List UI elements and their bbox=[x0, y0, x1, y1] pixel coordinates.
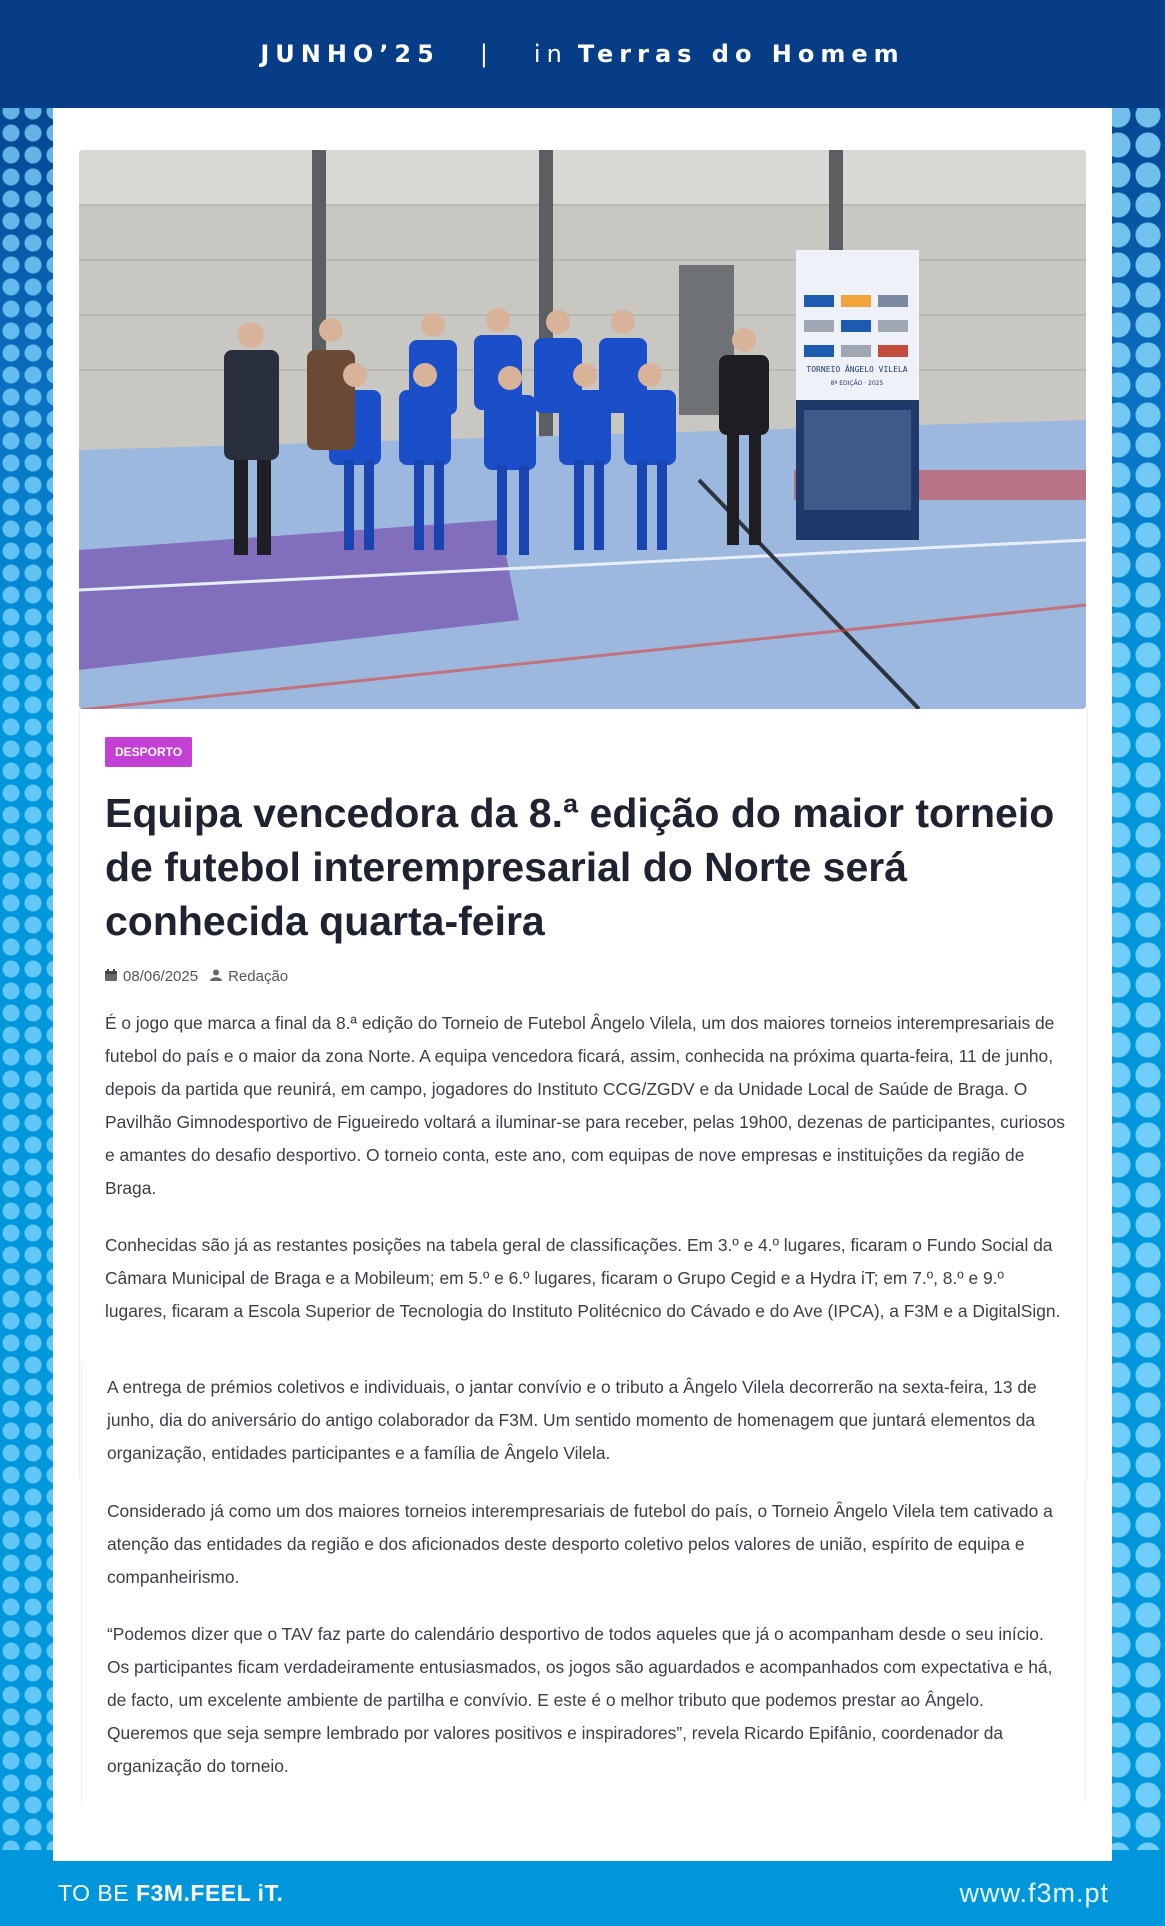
article-paragraph-2: Conhecidas são já as restantes posições na tabela geral de classificações. Em 3.º e 4.º lugares, ficaram o Fundo Social da Câmara Municipal de Braga e a Mobileum; em 5.º e 6.º lugares, ficaram o Grupo Cegid e a Hydra iT; em 7.º, 8.º e 9.º lugares, ficaram a Escola Superior de Tecnologia do Instituto Politécnico do Cávado e do Ave (IPCA), a F3M e a DigitalSign. bbox=[105, 1235, 1061, 1321]
team-photo-illustration bbox=[79, 150, 1086, 709]
article-photo bbox=[79, 150, 1086, 709]
category-badge[interactable]: DESPORTO bbox=[105, 737, 192, 767]
article-author[interactable]: Redação bbox=[228, 968, 289, 985]
footer-url[interactable]: www.f3m.pt bbox=[959, 1878, 1109, 1908]
calendar-icon bbox=[105, 968, 117, 985]
banner-title: TORNEIO ÂNGELO VILELA bbox=[806, 365, 908, 374]
user-icon bbox=[210, 968, 222, 985]
article-meta bbox=[105, 968, 288, 985]
article-date: 08/06/2025 bbox=[123, 968, 199, 985]
decorative-dots-right bbox=[1103, 100, 1165, 1850]
article-paragraph-4: Considerado já como um dos maiores torneios interempresariais de futebol do país, o Torneio Ângelo Vilela tem cativado a atenção das entidades da região e dos aficionados deste desporto coletivo pelos valores de união, espírito de equipa e companheirismo. bbox=[107, 1501, 1053, 1587]
decorative-dots-left bbox=[0, 100, 60, 1850]
tournament-banner bbox=[796, 250, 919, 540]
article-paragraph-1: É o jogo que marca a final da 8.ª edição do Torneio de Futebol Ângelo Vilela, um dos maiores torneios interempresariais de futebol do país e o maior da zona Norte. A equipa vencedora ficará, assim, conhecida na próxima quarta-feira, 11 de junho, depois da partida que reunirá, em campo, jogadores do Instituto CCG/ZGDV e da Unidade Local de Saúde de Braga. O Pavilhão Gimnodesportivo de Figueiredo voltará a iluminar-se para receber, pelas 19h00, dezenas de participantes, curiosos e amantes do desafio desportivo. O torneio conta, este ano, com equipas de nove empresas e instituições da região de Braga. bbox=[105, 1013, 1065, 1198]
article-paragraph-5: “Podemos dizer que o TAV faz parte do calendário desportivo de todos aqueles que já o acompanham desde o seu início. Os participantes ficam verdadeiramente entusiasmados, os jogos são aguardados e acompanhados com expectativa e há, de facto, um excelente ambiente de partilha e convívio. E este é o melhor tributo que podemos prestar ao Ângelo. Queremos que seja sempre lembrado por valores positivos e inspiradores”, revela Ricardo Epifânio, coordenador da organização do torneio. bbox=[107, 1624, 1053, 1776]
magazine-header bbox=[0, 0, 1165, 108]
header-separator: | bbox=[479, 40, 494, 68]
footer-tagline bbox=[58, 1880, 283, 1907]
banner-subtitle: 8ª EDIÇÃO · 2025 bbox=[830, 380, 884, 387]
publication-name: Terras do Homem bbox=[577, 40, 905, 68]
magazine-footer bbox=[0, 1861, 1165, 1926]
article-title: Equipa vencedora da 8.ª edição do maior torneio de futebol interempresarial do Norte será conhecida quarta-feira bbox=[105, 790, 1055, 944]
tagline-brand: F3M.FEEL iT. bbox=[136, 1880, 284, 1906]
tagline-prefix: TO BE bbox=[58, 1880, 136, 1906]
header-in: in bbox=[533, 40, 568, 68]
article-paragraph-3: A entrega de prémios coletivos e individuais, o jantar convívio e o tributo a Ângelo Vilela decorrerão na sexta-feira, 13 de junho, dia do aniversário do antigo colaborador da F3M. Um sentido momento de homenagem que juntará elementos da organização, entidades participantes e a família de Ângelo Vilela. bbox=[107, 1377, 1037, 1463]
issue-month: JUNHO’25 bbox=[260, 40, 440, 68]
